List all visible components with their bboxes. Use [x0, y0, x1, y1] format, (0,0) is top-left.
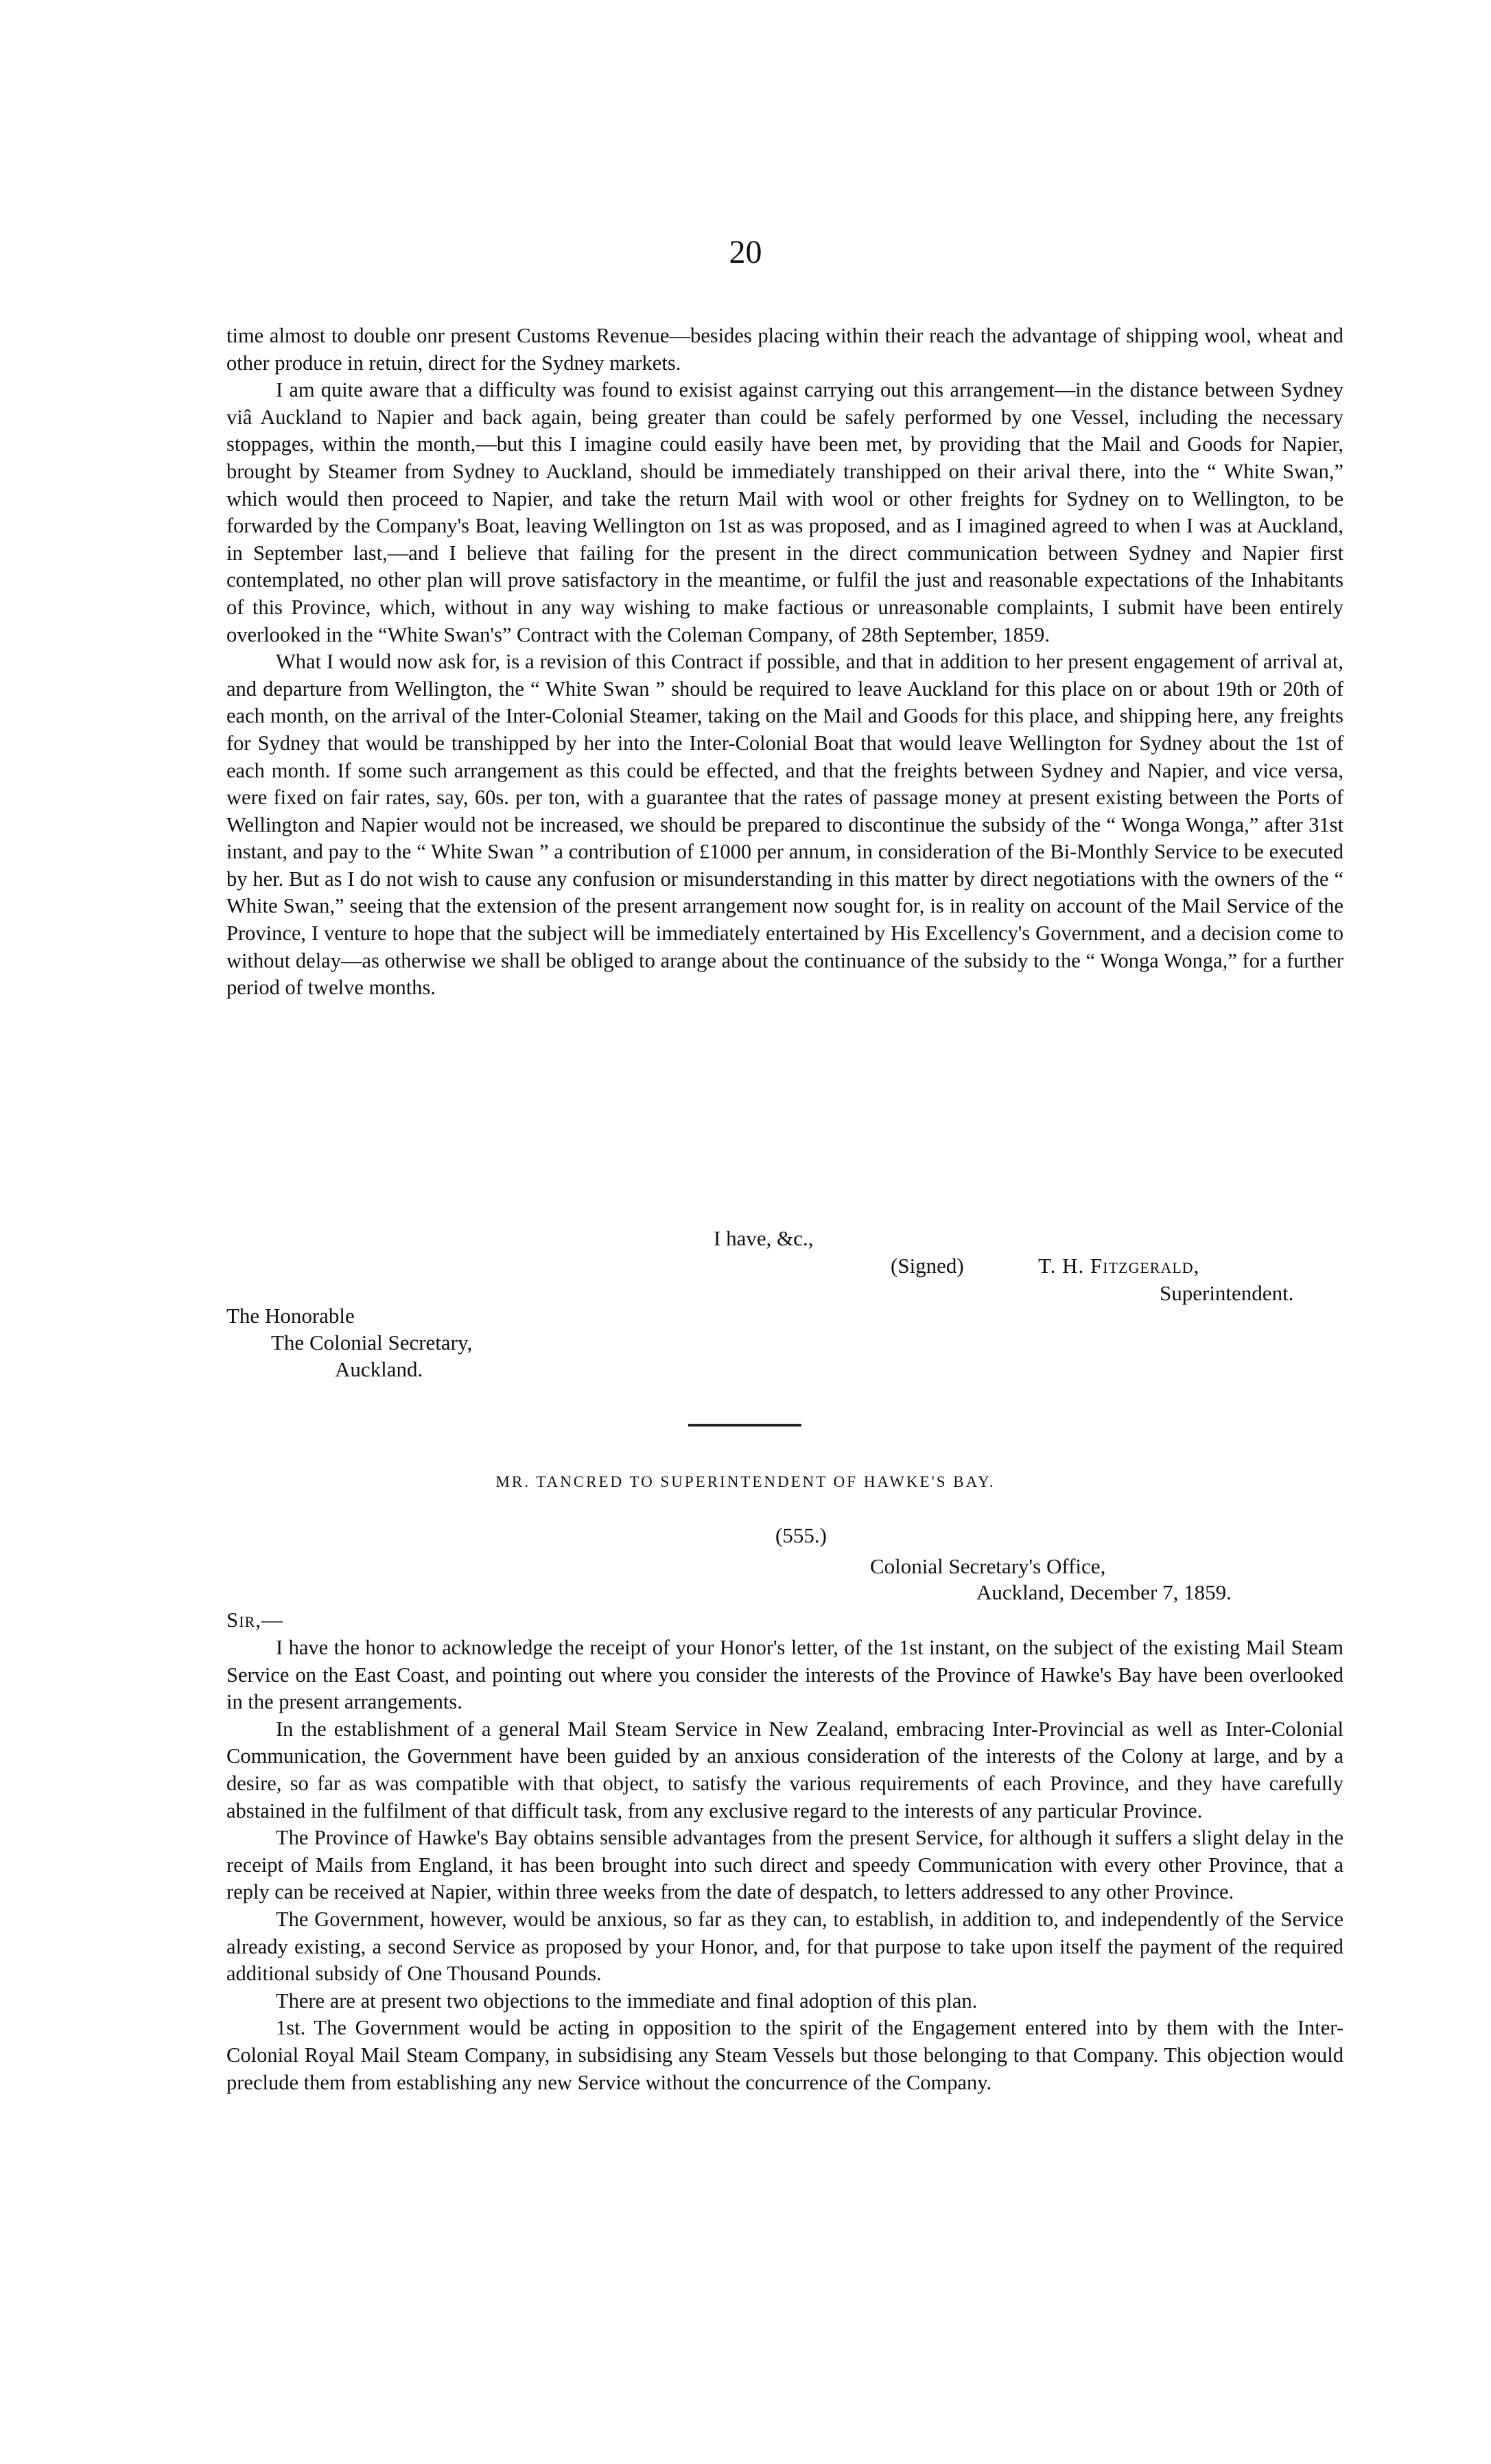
paragraph: There are at present two objections to the immediate and final adoption of this plan.: [276, 1988, 978, 2013]
letter-body: [226, 322, 1343, 1002]
letter-number: (555.): [775, 1523, 827, 1547]
sender-office: Colonial Secretary's Office,: [870, 1554, 1106, 1578]
paragraph: The Province of Hawke's Bay obtains sensible advantages from the present Service, for although it suffers a slight delay in the receipt of Mails from England, it has been brought into such direct and speedy Communication with every other Province, that a reply can be received at Napier, within three weeks from the date of despatch, to letters addressed to any other Province.: [226, 1826, 1343, 1904]
letter-heading: MR. TANCRED TO SUPERINTENDENT OF HAWKE'S BAY.: [495, 1473, 996, 1490]
paragraph: I am quite aware that a difficulty was found to exisist against carrying out this arrangement—in the distance between Sydney viâ Auckland to Napier and back again, being greater than could be safely performed by one Vessel, including the necessary stoppages, within the month,—but this I imagine could easily have been met, by providing that the Mail and Goods for Napier, brought by Steamer from Sydney to Auckland, should be immediately transhipped on their arival there, into the “ White Swan,” which would then proceed to Napier, and take the return Mail with wool or other freights for Sydney on to Wellington, to be forwarded by the Company's Boat, leaving Wellington on 1st as was proposed, and as I imagined agreed to when I was at Auckland, in September last,—and I believe that failing for the present in the direct communication between Sydney and Napier first contemplated, no other plan will prove satisfactory in the meantime, or fulfil the just and reasonable expectations of the Inhabitants of this Province, which, without in any way wishing to make factious or unreasonable complaints, I submit have been entirely overlooked in the “White Swan's” Contract with the Coleman Company, of 28th September, 1859.: [226, 378, 1343, 646]
section-divider: [688, 1424, 801, 1427]
addressee-block: [226, 1302, 472, 1383]
paragraph: In the establishment of a general Mail Steam Service in New Zealand, embracing Inter-Provincial as well as Inter-Colonial Communication, the Government have been guided by an anxious consideration of the interests of the Colony at large, and by a desire, so far as was compatible with that object, to satisfy the various requirements of each Province, and they have carefully abstained in the fulfilment of that difficult task, from any exclusive regard to the interests of any particular Province.: [226, 1717, 1343, 1822]
salutation: Sir,—: [226, 1608, 283, 1632]
closing-line: I have, &c.,: [714, 1226, 814, 1250]
paragraph: 1st. The Government would be acting in opposition to the spirit of the Engagement entered into by them with the Inter-Colonial Royal Mail Steam Company, in subsidising any Steam Vessels but those belonging to that Company. This objection would preclude them from establishing any new Service without the concurrence of the Company.: [226, 2016, 1343, 2094]
paragraph: What I would now ask for, is a revision of this Contract if possible, and that in addition to her present engagement of arrival at, and departure from Wellington, the “ White Swan ” should be required to leave Auckland for this place on or about 19th or 20th of each month, on the arrival of the Inter-Colonial Steamer, taking on the Mail and Goods for this place, and shipping here, any freights for Sydney that would be transhipped by her into the Inter-Colonial Boat that would leave Wellington for Sydney about the 1st of each month. If some such arrangement as this could be effected, and that the freights between Sydney and Napier, and vice versa, were fixed on fair rates, say, 60s. per ton, with a guarantee that the rates of passage money at present existing between the Ports of Wellington and Napier would not be increased, we should be prepared to discontinue the subsidy of the “ Wonga Wonga,” after 31st instant, and pay to the “ White Swan ” a contribution of £1000 per annum, in consideration of the Bi-Monthly Service to be executed by her. But as I do not wish to cause any confusion or misunderstanding in this matter by direct negotiations with the owners of the “ White Swan,” seeing that the extension of the present arrangement now sought for, is in reality on account of the Mail Service of the Province, I venture to hope that the subject will be immediately entertained by His Excellency's Government, and a decision come to without delay—as otherwise we shall be obliged to arange about the continuance of the subsidy to the “ Wonga Wonga,” for a further period of twelve months.: [226, 650, 1343, 1000]
addressee-line: Auckland.: [335, 1357, 423, 1381]
signer-title: Superintendent.: [1160, 1281, 1294, 1305]
signer-name: T. H. Fitzgerald,: [1038, 1254, 1200, 1278]
place-date: Auckland, December 7, 1859.: [976, 1580, 1232, 1604]
paragraph: I have the honor to acknowledge the receipt of your Honor's letter, of the 1st instant, on the subject of the existing Mail Steam Service on the East Coast, and pointing out where you consider the interests of the Province of Hawke's Bay have been overlooked in the present arrangements.: [226, 1636, 1343, 1714]
paragraph: time almost to double onr present Customs Revenue—besides placing within their reach the advantage of shipping wool, wheat and other produce in retuin, direct for the Sydney markets.: [226, 324, 1343, 375]
addressee-line: The Honorable: [226, 1304, 355, 1328]
signed-label: (Signed): [891, 1254, 964, 1278]
addressee-line: The Colonial Secretary,: [271, 1330, 473, 1354]
paragraph: The Government, however, would be anxious, so far as they can, to establish, in addition to, and independently of the Service already existing, a second Service as proposed by your Honor, and, for that purpose to take upon itself the payment of the required additional subsidy of One Thousand Pounds.: [226, 1907, 1343, 1986]
page-number: 20: [729, 234, 762, 270]
letter-body: [226, 1634, 1343, 2096]
